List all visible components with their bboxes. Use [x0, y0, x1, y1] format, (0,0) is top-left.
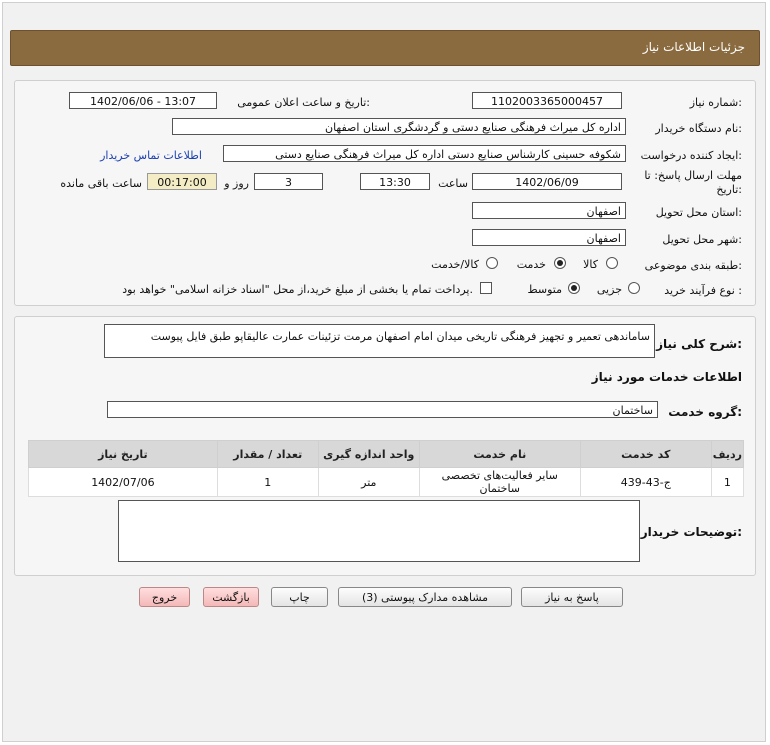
- col-row: ردیف: [711, 441, 743, 468]
- need-number-field: 1102003365000457: [472, 92, 622, 109]
- treasury-note: پرداخت تمام یا بخشی از مبلغ خرید،از محل "اسناد خزانه اسلامی" خواهد بود.: [122, 283, 473, 296]
- reply-button[interactable]: پاسخ به نیاز: [521, 587, 623, 607]
- cell-need-date: 1402/07/06: [29, 468, 218, 497]
- process-medium-label: متوسط: [527, 283, 562, 296]
- province-field: اصفهان: [472, 202, 626, 219]
- deadline-date-field: 1402/06/09: [472, 173, 622, 190]
- requester-field: شکوفه حسینی کارشناس صنایع دستی اداره کل میراث فرهنگی صنایع دستی: [223, 145, 626, 162]
- city-field: اصفهان: [472, 229, 626, 246]
- print-button[interactable]: چاپ: [271, 587, 328, 607]
- days-label: روز و: [224, 177, 249, 190]
- treasury-checkbox[interactable]: [480, 282, 492, 294]
- days-field: 3: [254, 173, 323, 190]
- deadline-time-label: ساعت: [438, 177, 468, 190]
- buyer-notes-field: [118, 500, 640, 562]
- page-title: جزئیات اطلاعات نیاز: [642, 40, 745, 54]
- description-field: ساماندهی تعمیر و تجهیز فرهنگی تاریخی میدان امام اصفهان مرمت تزئینات عمارت عالیقاپو طبق فایل پیوست: [104, 324, 655, 358]
- need-number-label: شماره نیاز:: [689, 96, 742, 109]
- service-group-label: گروه خدمت:: [668, 405, 742, 419]
- remaining-label: ساعت باقی مانده: [60, 177, 142, 190]
- category-label: طبقه بندی موضوعی:: [644, 259, 742, 272]
- col-service-code: کد خدمت: [580, 441, 711, 468]
- services-table: [28, 440, 744, 497]
- table-header-row: [29, 441, 744, 468]
- process-label: نوع فرآیند خرید :: [664, 284, 742, 297]
- page-header: [10, 30, 760, 66]
- buyer-contact-link[interactable]: اطلاعات تماس خریدار: [100, 149, 202, 162]
- description-label: شرح کلی نیاز:: [656, 337, 742, 351]
- process-radio-minor[interactable]: [628, 282, 640, 294]
- announce-label: تاریخ و ساعت اعلان عمومی:: [237, 96, 370, 109]
- province-label: استان محل تحویل:: [655, 206, 742, 219]
- cell-unit: متر: [318, 468, 419, 497]
- view-attachments-button[interactable]: مشاهده مدارک پیوستی (3): [338, 587, 512, 607]
- city-label: شهر محل تحویل:: [662, 233, 742, 246]
- category-radio-service[interactable]: [554, 257, 566, 269]
- buyer-org-label: نام دستگاه خریدار:: [655, 122, 742, 135]
- deadline-time-field: 13:30: [360, 173, 430, 190]
- category-goods-service-label: کالا/خدمت: [431, 258, 479, 271]
- services-section-title: اطلاعات خدمات مورد نیاز: [591, 370, 742, 384]
- service-group-field: ساختمان: [107, 401, 658, 418]
- cell-quantity: 1: [217, 468, 318, 497]
- category-radio-goods[interactable]: [606, 257, 618, 269]
- deadline-label-1: مهلت ارسال پاسخ: تا: [644, 169, 742, 182]
- announce-field: 1402/06/06 - 13:07: [69, 92, 217, 109]
- cell-row: 1: [711, 468, 743, 497]
- process-radio-medium[interactable]: [568, 282, 580, 294]
- buyer-notes-label: توضیحات خریدار:: [640, 525, 742, 539]
- col-unit: واحد اندازه گیری: [318, 441, 419, 468]
- category-goods-label: کالا: [583, 258, 598, 271]
- category-service-label: خدمت: [516, 258, 546, 271]
- buyer-org-field: اداره کل میراث فرهنگی صنایع دستی و گردشگری استان اصفهان: [172, 118, 626, 135]
- exit-button[interactable]: خروج: [139, 587, 190, 607]
- col-quantity: تعداد / مقدار: [217, 441, 318, 468]
- col-need-date: تاریخ نیاز: [29, 441, 218, 468]
- info-panel: [14, 80, 756, 306]
- process-minor-label: جزیی: [596, 283, 622, 296]
- deadline-label-2: تاریخ:: [716, 183, 742, 196]
- col-service-name: نام خدمت: [419, 441, 580, 468]
- requester-label: ایجاد کننده درخواست:: [640, 149, 742, 162]
- table-row: [29, 468, 744, 497]
- back-button[interactable]: بازگشت: [203, 587, 259, 607]
- cell-service-code: ج-43-439: [580, 468, 711, 497]
- cell-service-name: سایر فعالیت‌های تخصصی ساختمان: [419, 468, 580, 497]
- remaining-field: 00:17:00: [147, 173, 217, 190]
- category-radio-goods-service[interactable]: [486, 257, 498, 269]
